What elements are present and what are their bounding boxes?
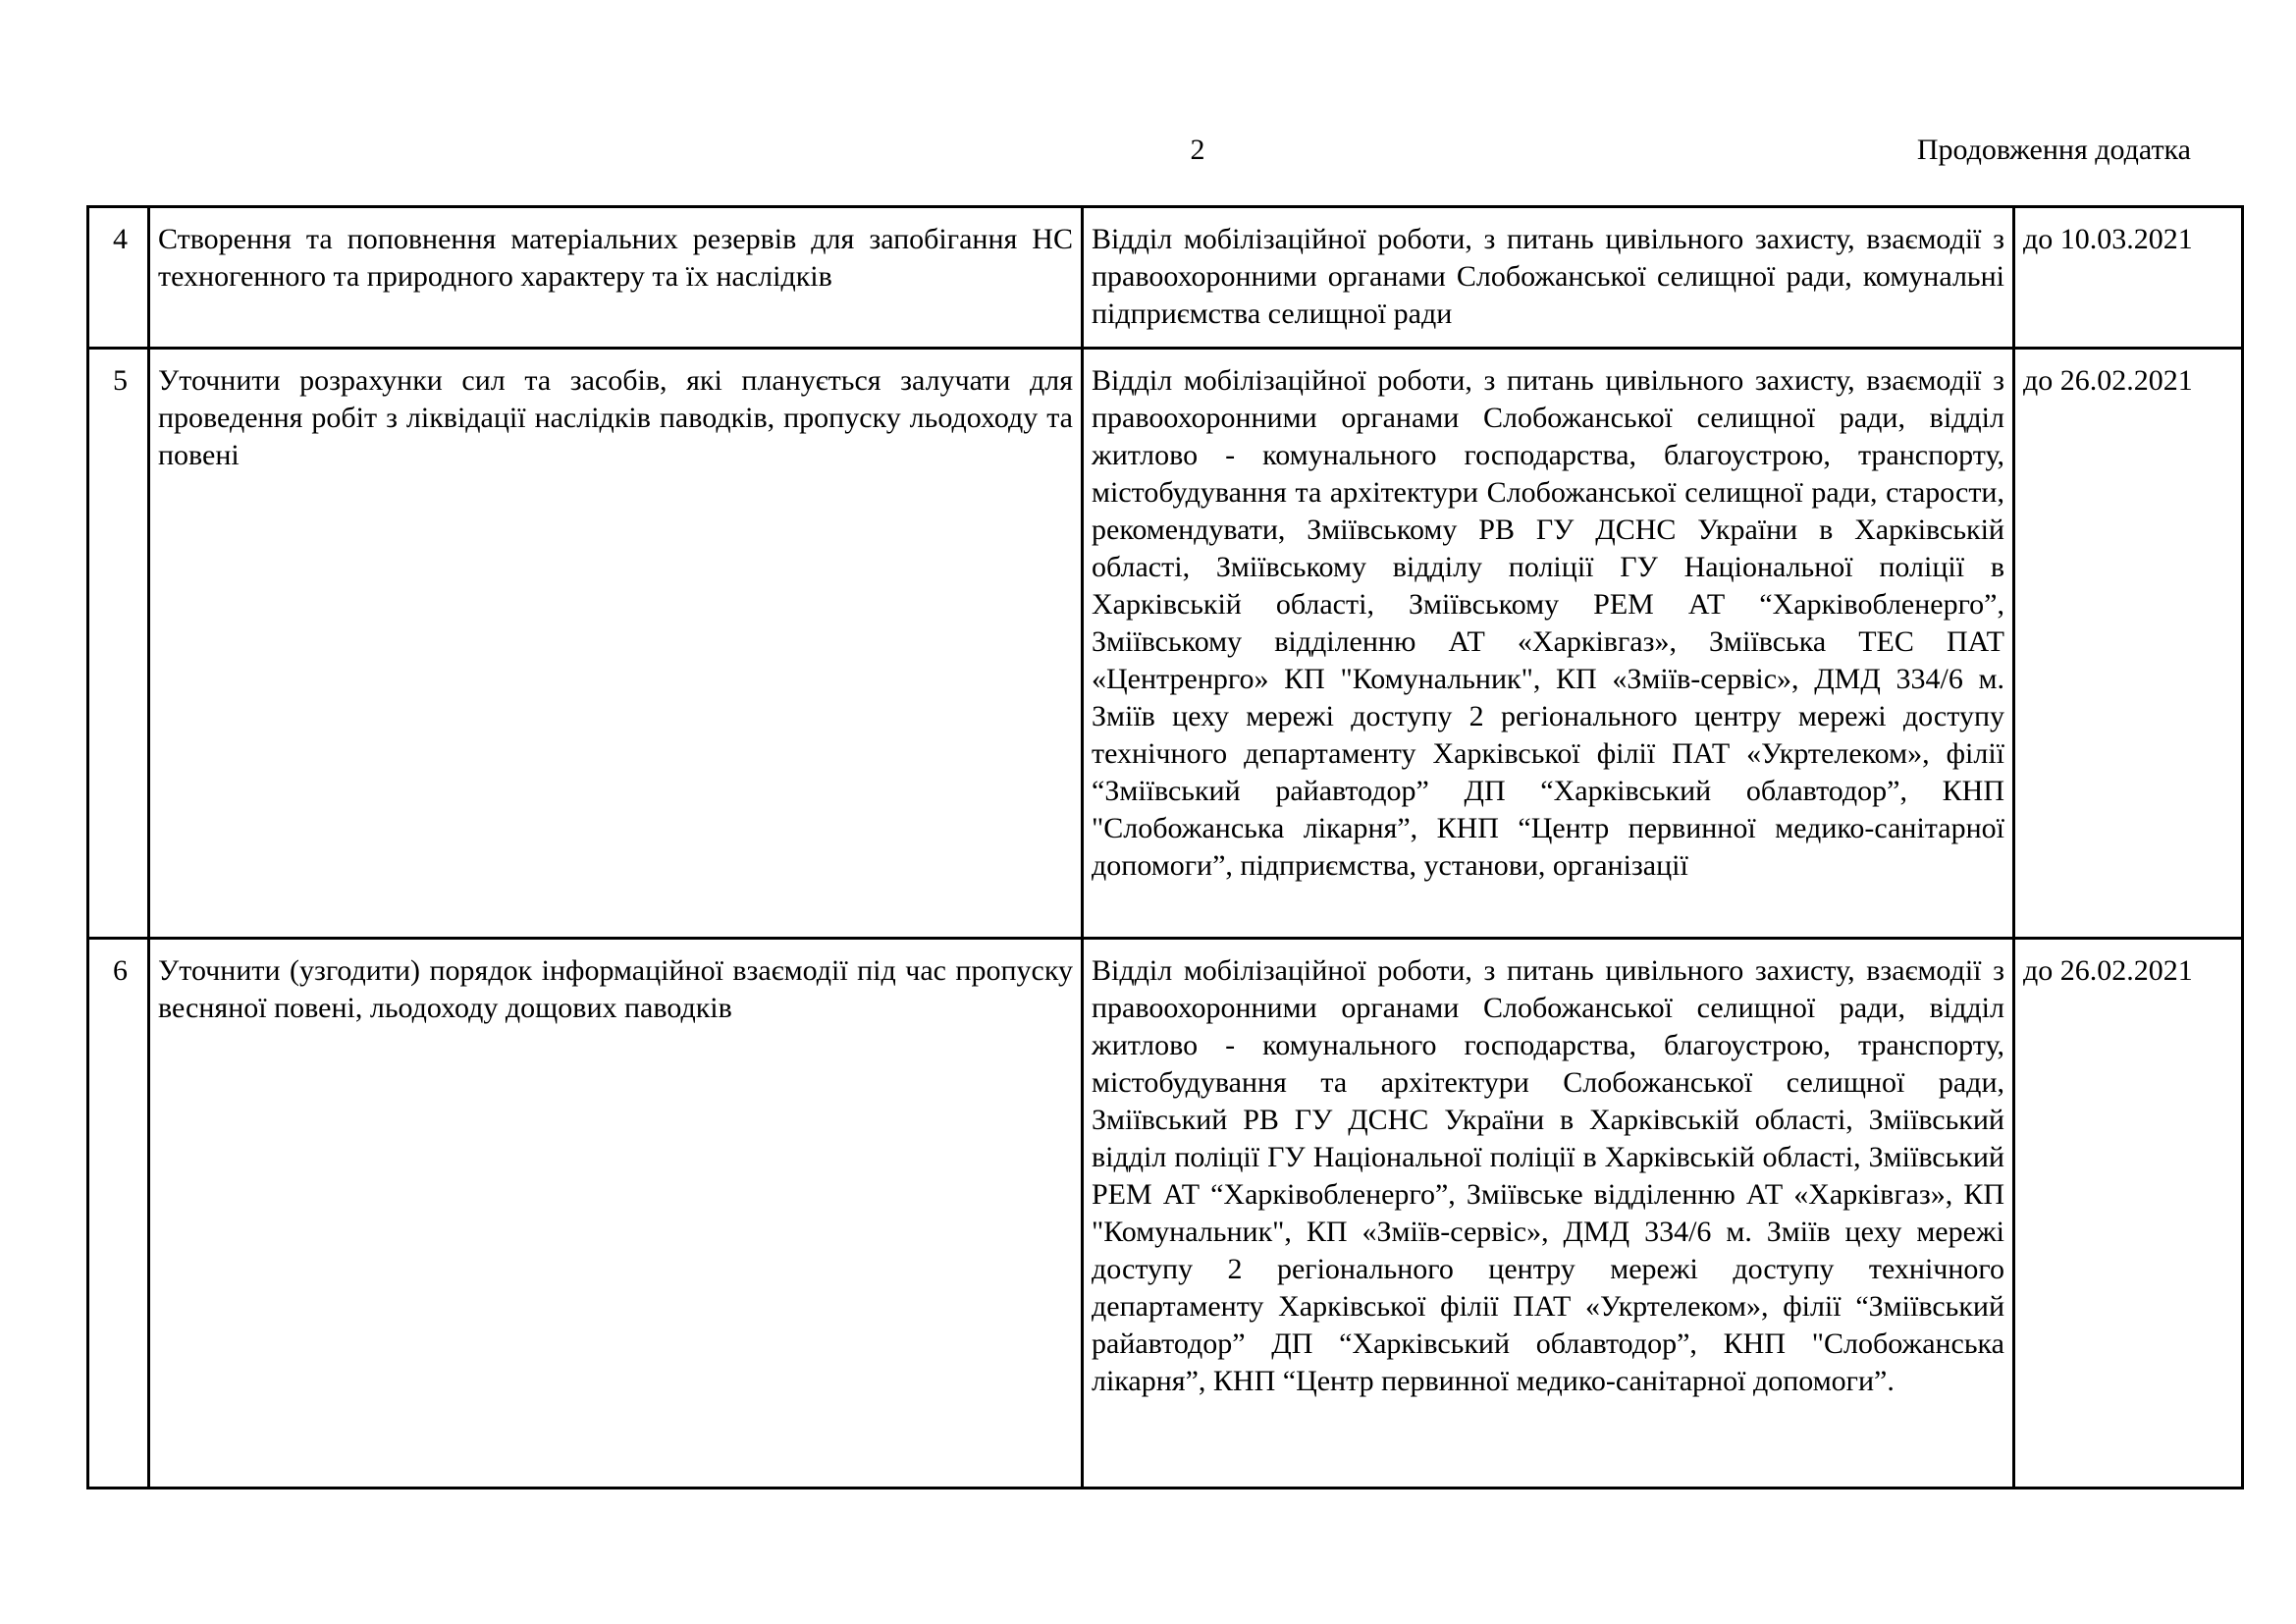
task-description: Уточнити (узгодити) порядок інформаційної взаємодії під час пропуску весняної повені, льодоходу дощових паводків [149, 939, 1083, 1489]
deadline: до 26.02.2021 [2014, 349, 2243, 939]
task-description: Створення та поповнення матеріальних резервів для запобігання НС техногенного та природного характеру та їх наслідків [149, 207, 1083, 349]
measures-table [86, 205, 2244, 1489]
responsible-parties: Відділ мобілізаційної роботи, з питань цивільного захисту, взаємодії з правоохоронними органами Слобожанської селищної ради, комунальні підприємства селищної ради [1083, 207, 2014, 349]
table-row [88, 349, 2243, 939]
table-row [88, 207, 2243, 349]
responsible-parties: Відділ мобілізаційної роботи, з питань цивільного захисту, взаємодії з правоохоронними органами Слобожанської селищної ради, відділ житлово - комунального господарства, благоустрою, транспорту, містобудування та архітектури Слобожанської селищної ради, Зміївський РВ ГУ ДСНС України в Харківській області, Зміївський відділ поліції ГУ Національної поліції в Харківській області, Зміївський РЕМ АТ “Харківобленерго”, Зміївське відділенню АТ «Харківгаз», КП "Комунальник", КП «Зміїв-сервіс», ДМД 334/6 м. Зміїв цеху мережі доступу 2 регіонального центру мережі доступу технічного департаменту Харківської філії ПАТ «Укртелеком», філії “Зміївський райавтодор” ДП “Харківський облавтодор”, КНП "Слобожанська лікарня”, КНП “Центр первинної медико-санітарної допомоги”. [1083, 939, 2014, 1489]
task-description: Уточнити розрахунки сил та засобів, які планується залучати для проведення робіт з ліквідації наслідків паводків, пропуску льодоходу та повені [149, 349, 1083, 939]
table-row [88, 939, 2243, 1489]
row-number: 5 [88, 349, 149, 939]
deadline: до 26.02.2021 [2014, 939, 2243, 1489]
responsible-parties: Відділ мобілізаційної роботи, з питань цивільного захисту, взаємодії з правоохоронними органами Слобожанської селищної ради, відділ житлово - комунального господарства, благоустрою, транспорту, містобудування та архітектури Слобожанської селищної ради, старости, рекомендувати, Зміївському РВ ГУ ДСНС України в Харківській області, Зміївському відділу поліції ГУ Національної поліції в Харківській області, Зміївському РЕМ АТ “Харківобленерго”, Зміївському відділенню АТ «Харківгаз», Зміївська ТЕС ПАТ «Центренрго» КП "Комунальник", КП «Зміїв-сервіс», ДМД 334/6 м. Зміїв цеху мережі доступу 2 регіонального центру мережі доступу технічного департаменту Харківської філії ПАТ «Укртелеком», філії “Зміївський райавтодор” ДП “Харківський облавтодор”, КНП "Слобожанська лікарня”, КНП “Центр первинної медико-санітарної допомоги”, підприємства, установи, організації [1083, 349, 2014, 939]
page-number: 2 [1190, 134, 1205, 166]
continuation-label: Продовження додатка [1916, 134, 2191, 166]
row-number: 6 [88, 939, 149, 1489]
row-number: 4 [88, 207, 149, 349]
deadline: до 10.03.2021 [2014, 207, 2243, 349]
